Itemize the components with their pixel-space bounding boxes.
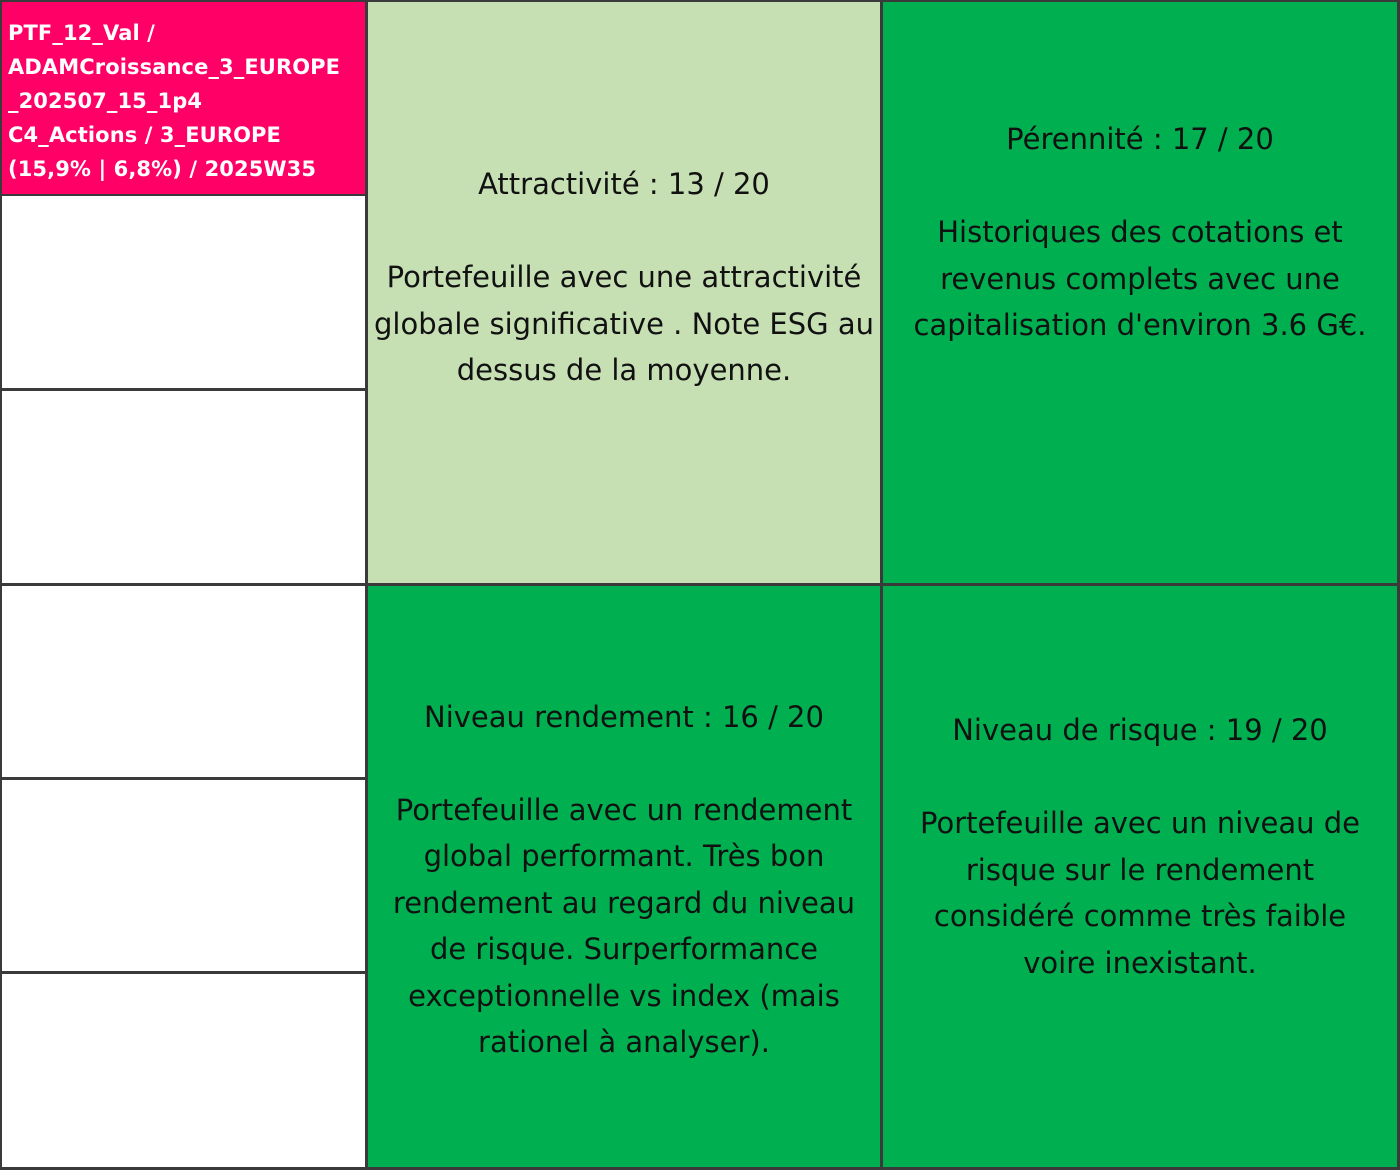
attractivite-title: Attractivité : 13 / 20	[478, 167, 770, 202]
risque-score-cell[interactable]	[883, 586, 1397, 1167]
attractivite-score-cell[interactable]	[368, 2, 880, 583]
risque-title: Niveau de risque : 19 / 20	[952, 713, 1328, 747]
rendement-title: Niveau rendement : 16 / 20	[424, 699, 824, 734]
perennite-description: Historiques des cotations et revenus complets avec une capitalisation d'environ 3.6 G€.	[913, 215, 1367, 343]
empty-cell[interactable]	[2, 974, 365, 1167]
empty-cell[interactable]	[2, 391, 365, 583]
empty-cell[interactable]	[2, 780, 365, 971]
perennite-title: Pérennité : 17 / 20	[1006, 122, 1274, 157]
rendement-score-cell[interactable]	[368, 586, 880, 1167]
portfolio-header[interactable]: PTF_12_Val / ADAMCroissance_3_EUROPE _202507_15_1p4 C4_Actions / 3_EUROPE (15,9% | 6,8%) / 2025W35	[2, 2, 365, 194]
attractivite-description: Portefeuille avec une attractivité globale significative . Note ESG au dessus de la moyenne.	[373, 260, 875, 388]
rendement-description: Portefeuille avec un rendement global performant. Très bon rendement au regard du niveau de risque. Surperformance exceptionnelle vs index (mais rationel à analyser).	[392, 792, 856, 1059]
perennite-score-cell[interactable]	[883, 2, 1397, 583]
empty-cell[interactable]	[2, 586, 365, 777]
empty-cell[interactable]	[2, 196, 365, 388]
risque-description: Portefeuille avec un niveau de risque sur le rendement considéré comme très faible voire inexistant.	[920, 806, 1360, 980]
